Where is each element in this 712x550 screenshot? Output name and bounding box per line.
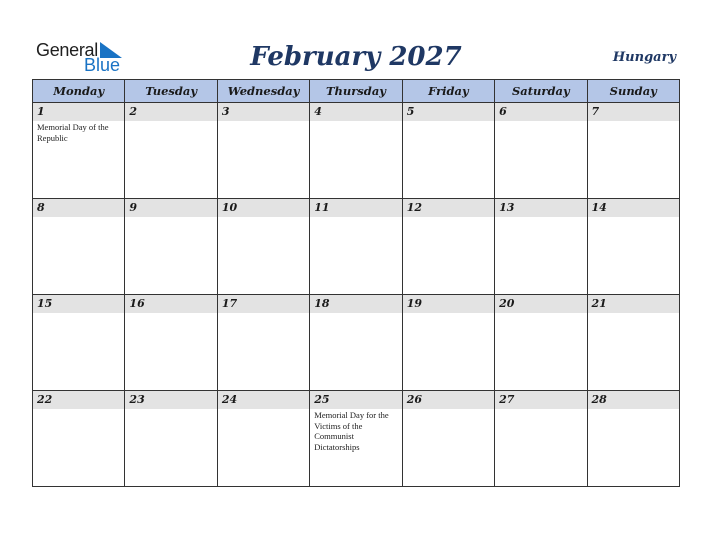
day-number: 8 xyxy=(33,199,124,217)
day-cell xyxy=(125,391,217,487)
day-cell xyxy=(125,103,217,199)
weekday-header: Tuesday xyxy=(125,80,217,103)
day-cell xyxy=(402,295,494,391)
day-cell xyxy=(33,391,125,487)
weekday-header: Thursday xyxy=(310,80,402,103)
day-number: 4 xyxy=(310,103,401,121)
day-number: 23 xyxy=(125,391,216,409)
day-number: 17 xyxy=(218,295,309,313)
calendar-grid xyxy=(32,79,680,487)
day-number: 7 xyxy=(588,103,679,121)
day-cell xyxy=(33,199,125,295)
day-number: 24 xyxy=(218,391,309,409)
day-cell xyxy=(217,391,309,487)
weekday-header: Sunday xyxy=(587,80,679,103)
day-number: 6 xyxy=(495,103,586,121)
day-cell xyxy=(495,199,587,295)
day-number: 28 xyxy=(588,391,679,409)
day-cell xyxy=(402,391,494,487)
day-number: 10 xyxy=(218,199,309,217)
day-cell xyxy=(310,199,402,295)
day-cell xyxy=(310,103,402,199)
week-row xyxy=(33,199,680,295)
day-cell xyxy=(402,103,494,199)
day-number: 2 xyxy=(125,103,216,121)
day-cell xyxy=(310,295,402,391)
week-row xyxy=(33,103,680,199)
day-number: 3 xyxy=(218,103,309,121)
day-number: 13 xyxy=(495,199,586,217)
day-number: 12 xyxy=(403,199,494,217)
weekday-header: Wednesday xyxy=(217,80,309,103)
holiday-event: Memorial Day for the Victims of the Communist Dictatorships xyxy=(314,410,389,452)
day-number: 16 xyxy=(125,295,216,313)
weekday-header: Saturday xyxy=(495,80,587,103)
page-title: February 2027 xyxy=(250,42,462,72)
country-label: Hungary xyxy=(612,50,676,65)
weekday-header: Friday xyxy=(402,80,494,103)
logo-text-general: General xyxy=(36,40,98,60)
day-number: 1 xyxy=(33,103,124,121)
day-number: 11 xyxy=(310,199,401,217)
day-cell xyxy=(125,199,217,295)
day-number: 15 xyxy=(33,295,124,313)
day-cell xyxy=(310,391,402,487)
day-cell xyxy=(217,295,309,391)
weekday-header: Monday xyxy=(33,80,125,103)
day-cell xyxy=(495,391,587,487)
day-cell xyxy=(495,103,587,199)
day-number: 19 xyxy=(403,295,494,313)
day-cell xyxy=(587,103,679,199)
day-cell xyxy=(217,199,309,295)
day-cell xyxy=(33,295,125,391)
day-number: 27 xyxy=(495,391,586,409)
logo-text-blue: Blue xyxy=(84,55,121,75)
day-cell xyxy=(125,295,217,391)
day-number: 22 xyxy=(33,391,124,409)
day-number: 21 xyxy=(588,295,679,313)
day-number: 14 xyxy=(588,199,679,217)
week-row xyxy=(33,295,680,391)
day-cell xyxy=(33,103,125,199)
day-cell xyxy=(587,295,679,391)
day-cell xyxy=(587,391,679,487)
day-cell xyxy=(217,103,309,199)
day-number: 26 xyxy=(403,391,494,409)
day-number: 18 xyxy=(310,295,401,313)
weekday-header-row xyxy=(33,80,680,103)
day-cell xyxy=(402,199,494,295)
day-cell xyxy=(495,295,587,391)
day-number: 5 xyxy=(403,103,494,121)
holiday-event: Memorial Day of the Republic xyxy=(37,122,109,143)
day-number: 9 xyxy=(125,199,216,217)
day-cell xyxy=(587,199,679,295)
day-number: 25 xyxy=(310,391,401,409)
week-row xyxy=(33,391,680,487)
day-number: 20 xyxy=(495,295,586,313)
